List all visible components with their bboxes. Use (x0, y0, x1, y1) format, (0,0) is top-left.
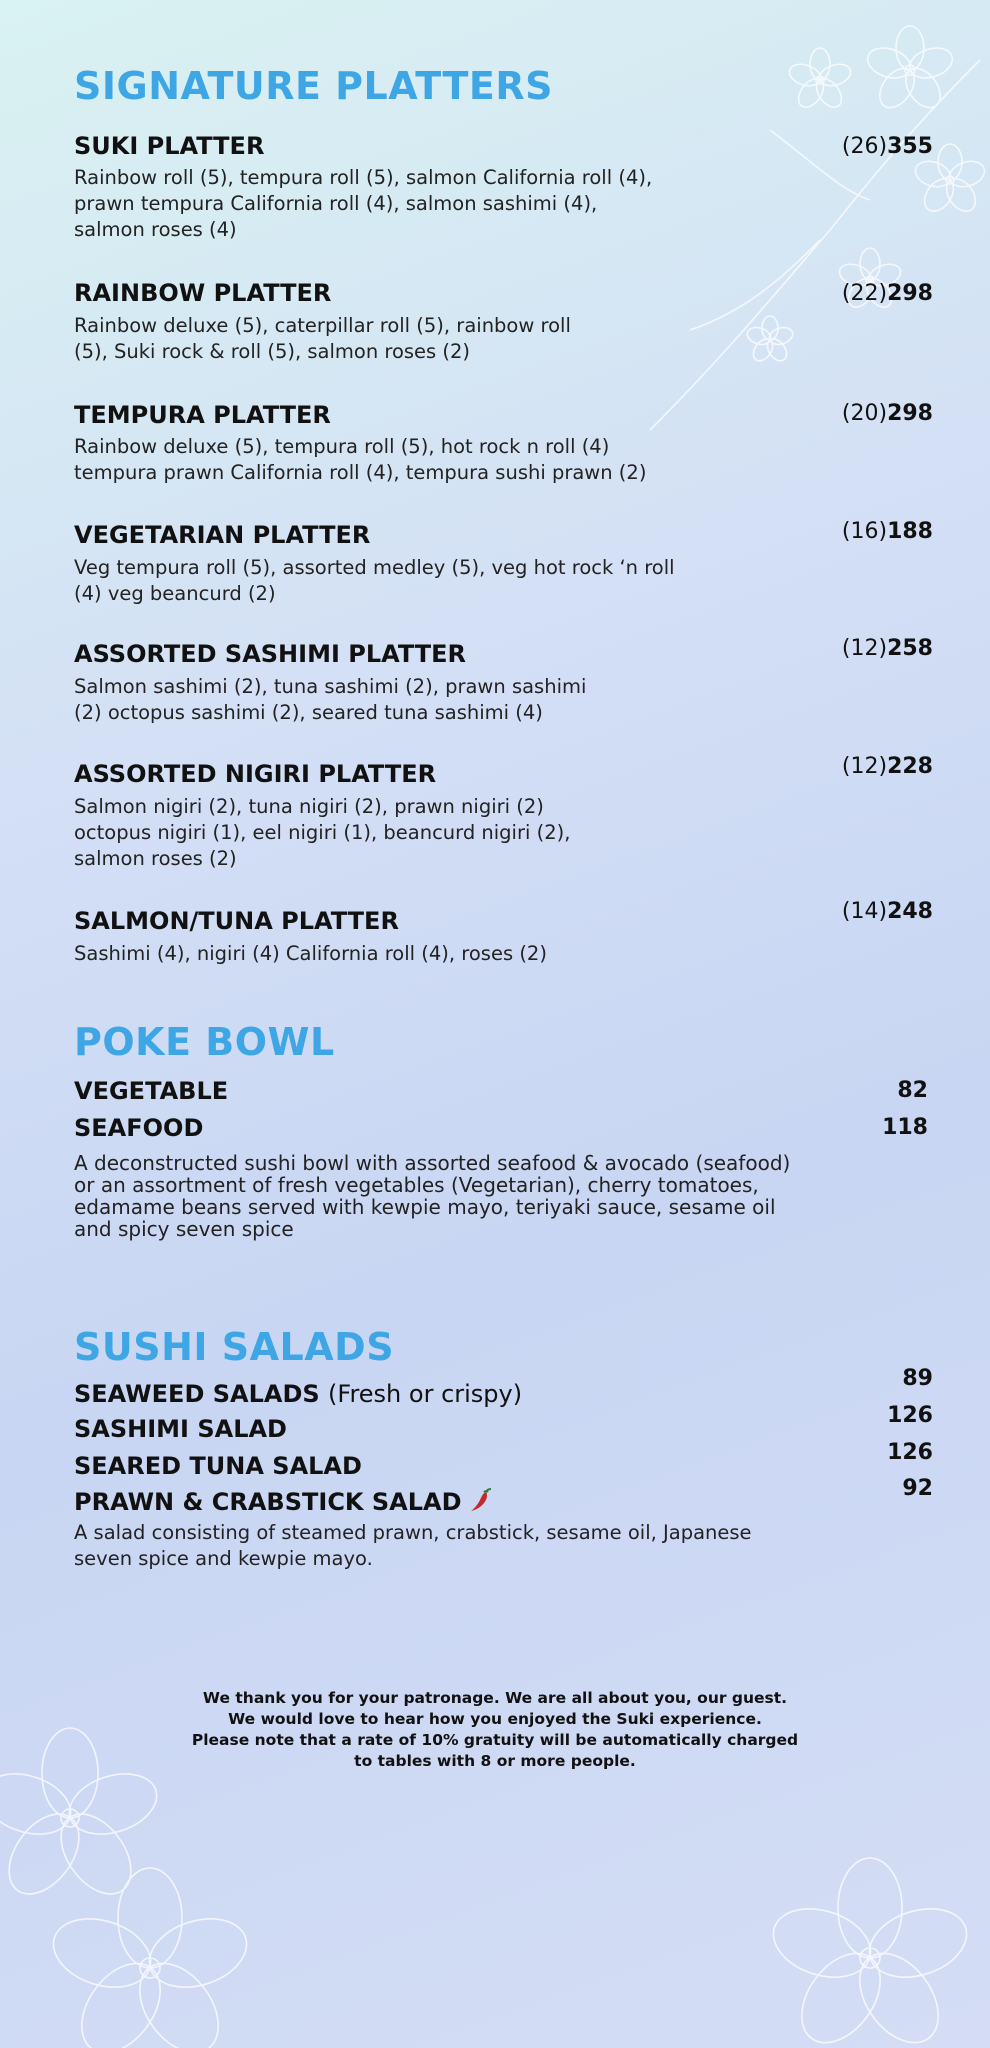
item-description (74, 674, 794, 726)
description-line: Sashimi (4), nigiri (4) California roll (4), roses (2) (74, 942, 547, 965)
description-line: A deconstructed sushi bowl with assorted seafood & avocado (seafood) (74, 1151, 791, 1175)
price-amount: 258 (887, 636, 933, 661)
item-description (74, 555, 794, 607)
price-amount: 355 (887, 134, 933, 159)
description-line: Rainbow deluxe (5), caterpillar roll (5), rainbow roll (74, 314, 571, 337)
description-line: prawn tempura California roll (4), salmon sashimi (4), (74, 192, 598, 215)
price-amount: 298 (887, 401, 933, 426)
item-price: 89 (902, 1366, 933, 1391)
piece-count: (12) (841, 754, 888, 779)
description-line: Rainbow roll (5), tempura roll (5), salmon California roll (4), (74, 166, 653, 189)
poke-bowl-description (74, 1152, 794, 1240)
floral-decoration-bottom-right (730, 1808, 990, 2048)
description-line: salmon roses (2) (74, 847, 237, 870)
price-amount: 228 (887, 754, 933, 779)
description-line: Veg tempura roll (5), assorted medley (5), veg hot rock ‘n roll (74, 556, 675, 579)
description-line: edamame beans served with kewpie mayo, teriyaki sauce, sesame oil (74, 1195, 776, 1219)
item-price: 118 (882, 1115, 928, 1140)
description-line: tempura prawn California roll (4), tempura sushi prawn (2) (74, 461, 647, 484)
description-line: (5), Suki rock & roll (5), salmon roses (2) (74, 340, 471, 363)
item-price: 82 (897, 1078, 928, 1103)
description-line: A salad consisting of steamed prawn, crabstick, sesame oil, Japanese (74, 1521, 752, 1544)
item-description (74, 434, 794, 486)
item-name: VEGETABLE (74, 1077, 229, 1105)
item-price (842, 519, 933, 544)
item-description (74, 941, 794, 967)
item-name: ASSORTED NIGIRI PLATTER (74, 760, 437, 788)
price-amount: 298 (887, 281, 933, 306)
footer-line: Please note that a rate of 10% gratuity will be automatically charged (191, 1731, 799, 1749)
piece-count: (16) (841, 519, 888, 544)
price-amount: 248 (887, 899, 933, 924)
description-line: Salmon sashimi (2), tuna sashimi (2), prawn sashimi (74, 675, 587, 698)
piece-count: (12) (841, 636, 888, 661)
item-price (842, 636, 933, 661)
item-name-main: SEAWEED SALADS (74, 1380, 320, 1408)
item-name (74, 1380, 522, 1408)
piece-count: (20) (841, 401, 888, 426)
item-price (842, 899, 933, 924)
salad-description (74, 1520, 844, 1572)
price-amount: 188 (887, 519, 933, 544)
description-line: (2) octopus sashimi (2), seared tuna sashimi (4) (74, 701, 543, 724)
description-line: or an assortment of fresh vegetables (Vegetarian), cherry tomatoes, (74, 1173, 759, 1197)
item-price: 126 (887, 1440, 933, 1465)
description-line: salmon roses (4) (74, 218, 237, 241)
item-name: SEAFOOD (74, 1114, 204, 1142)
piece-count: (26) (841, 134, 888, 159)
item-price: 92 (902, 1476, 933, 1501)
item-description (74, 165, 794, 243)
item-description (74, 313, 794, 365)
description-line: seven spice and kewpie mayo. (74, 1547, 373, 1570)
item-name: SEARED TUNA SALAD (74, 1452, 362, 1480)
item-name: SASHIMI SALAD (74, 1415, 287, 1443)
item-name: ASSORTED SASHIMI PLATTER (74, 640, 467, 668)
section-title-sushi-salads: SUSHI SALADS (74, 1325, 395, 1369)
item-name: VEGETARIAN PLATTER (74, 521, 371, 549)
section-title-poke-bowl: POKE BOWL (74, 1020, 335, 1064)
item-description (74, 794, 794, 872)
item-name: SALMON/TUNA PLATTER (74, 907, 399, 935)
section-title-signature-platters: SIGNATURE PLATTERS (74, 64, 554, 108)
footer-line: We would love to hear how you enjoyed the Suki experience. (228, 1710, 762, 1728)
footer-note (0, 1688, 990, 1772)
item-price (842, 281, 933, 306)
item-price (842, 754, 933, 779)
description-line: Rainbow deluxe (5), tempura roll (5), hot rock n roll (4) (74, 435, 610, 458)
item-price: 126 (887, 1403, 933, 1428)
item-name: SUKI PLATTER (74, 132, 265, 160)
item-name: TEMPURA PLATTER (74, 401, 331, 429)
item-name: RAINBOW PLATTER (74, 279, 332, 307)
footer-line: to tables with 8 or more people. (354, 1752, 636, 1770)
item-name-note: (Fresh or crispy) (328, 1380, 523, 1408)
item-name: PRAWN & CRABSTICK SALAD (74, 1488, 462, 1516)
description-line: Salmon nigiri (2), tuna nigiri (2), prawn nigiri (2) (74, 795, 544, 818)
piece-count: (14) (841, 899, 888, 924)
chili-icon (466, 1487, 494, 1515)
description-line: octopus nigiri (1), eel nigiri (1), beancurd nigiri (2), (74, 821, 571, 844)
footer-line: We thank you for your patronage. We are all about you, our guest. (202, 1689, 788, 1707)
description-line: (4) veg beancurd (2) (74, 582, 276, 605)
item-price (842, 134, 933, 159)
item-price (842, 401, 933, 426)
description-line: and spicy seven spice (74, 1217, 294, 1241)
piece-count: (22) (841, 281, 888, 306)
